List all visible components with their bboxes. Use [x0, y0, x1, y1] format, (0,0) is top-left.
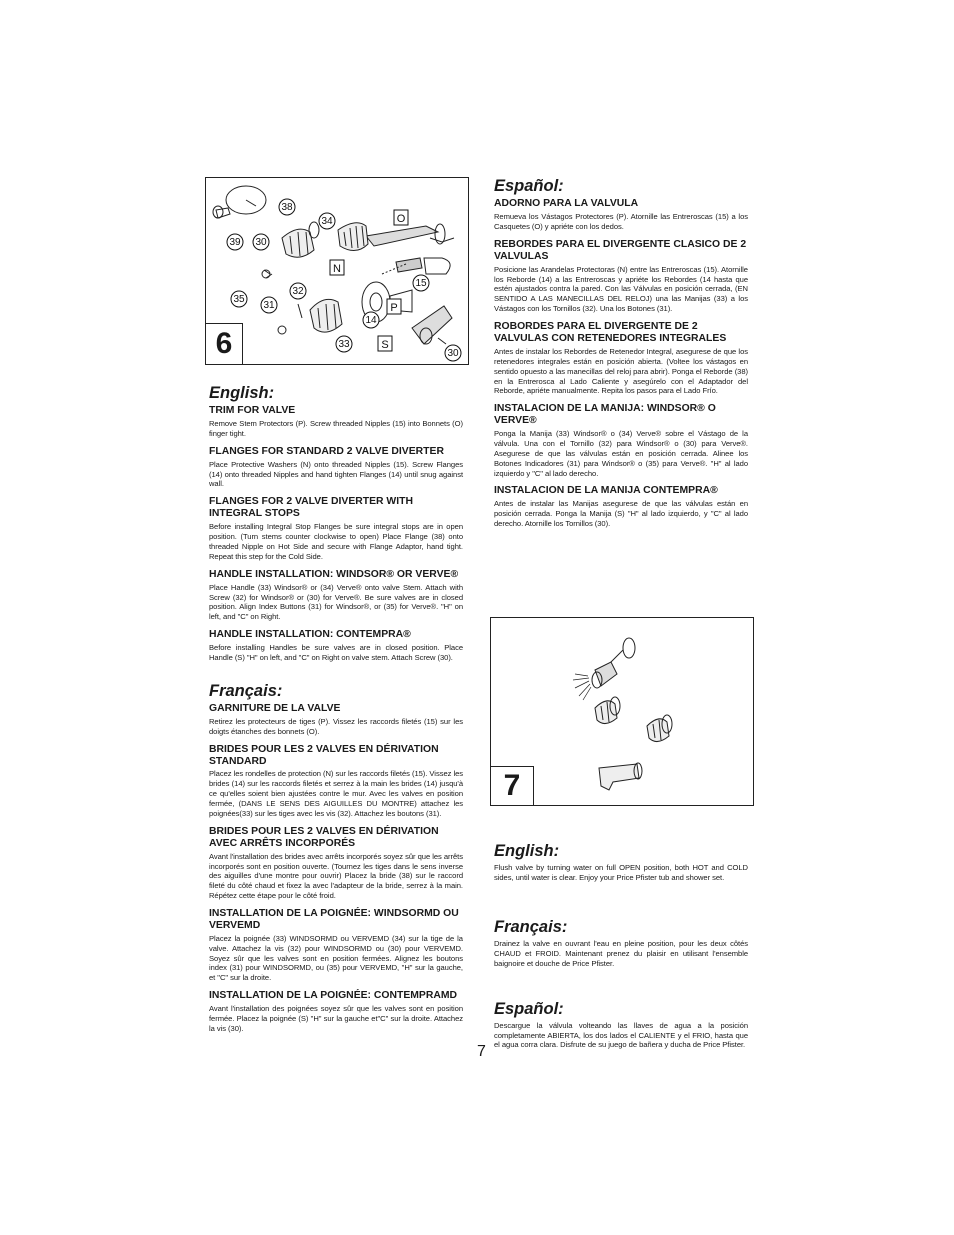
francais-section-1	[209, 703, 463, 737]
callout-30-bottom	[445, 345, 461, 361]
english-section-2	[209, 446, 463, 490]
francais-section-2-title: BRIDES POUR LES 2 VALVES EN DÉRIVATION STANDARD	[209, 743, 439, 767]
callout-15-label: 15	[415, 278, 427, 289]
callout-30-top-label: 30	[255, 237, 267, 248]
callout-39	[227, 234, 243, 250]
callout-n-label: N	[333, 263, 341, 275]
francais-final-text: Drainez la valve en ouvrant l'eau en pleine position, pour les deux côtés CHAUD et FROID. Maintenant prenez du plaisir en utilisant l'ensemble baignoire et douche de Price Pfister.	[494, 939, 748, 968]
callout-p	[387, 299, 401, 314]
english-section-3	[209, 496, 463, 561]
callout-31-label: 31	[263, 300, 275, 311]
callout-14-label: 14	[365, 315, 377, 326]
callout-33	[336, 336, 352, 352]
francais-heading: Français:	[209, 681, 283, 700]
english-section-2-title: FLANGES FOR STANDARD 2 VALVE DIVERTER	[209, 445, 444, 457]
francais-final-section	[494, 939, 748, 969]
francais-section-3	[209, 826, 463, 901]
francais-section-1-title: GARNITURE DE LA VALVE	[209, 702, 341, 714]
shower-spray-shape	[573, 674, 591, 700]
espanol-section-5-title: INSTALACION DE LA MANIJA CONTEMPRA®	[494, 485, 718, 497]
english-section-2-text: Place Protective Washers (N) onto threaded Nipples (15). Screw Flanges (14) onto threaded Nipples and hand tighten Flanges (14) until snug against wall.	[209, 459, 463, 489]
english-final-section	[494, 863, 748, 883]
figure-7-number: 7	[491, 766, 534, 805]
espanol-section-2-title: REBORDES PARA EL DIVERGENTE CLASICO DE 2 VALVULAS	[494, 238, 747, 262]
francais-section-5	[209, 990, 463, 1034]
callout-s-label: S	[381, 339, 389, 351]
espanol-section-1-text: Remueva los Vástagos Protectores (P). Atornille las Entreroscas (15) a los Casquetes (O) y apriéte con los dedos.	[494, 212, 748, 231]
francais-section-2	[209, 744, 463, 819]
francais-final-heading: Français:	[494, 917, 568, 936]
espanol-section-2	[494, 239, 748, 314]
francais-section-5-title: INSTALLATION DE LA POIGNÉE: CONTEMPRAMD	[209, 990, 458, 1002]
english-heading: English:	[209, 384, 275, 402]
callout-34	[319, 213, 335, 229]
espanol-section-4-text: Ponga la Manija (33) Windsor® o (34) Verve® sobre el Vástago de la válvula. Una con el Tornillo (32) para Windsor® o (30) para Verve®. Asegurese de que las válvulas están en posición cerrada. Alinee los Botones Indicadores (31) para Windsor® o (35) para Verve®. "H" al lado izquierdo y "C" al lado derecho.	[494, 429, 748, 478]
francais-section-3-text: Avant l'installation des brides avec arrêts incorporés soyez sûr que les arrêts incorporés sont en position ouverte. (Tournez les tiges dans le sens inverse des aiguilles d'une montre pour ouvrir) Placez la bride (38) sur le raccord fileté du côté chaud et fixez la avec l'adapteur de la bride, serrez à la main. Répétez cette étape pour le côté froid.	[209, 851, 463, 901]
francais-section-4	[209, 908, 463, 983]
nipple-15-shape	[396, 258, 422, 272]
callout-35	[231, 291, 247, 307]
espanol-section-4	[494, 403, 748, 478]
espanol-section-5-text: Antes de instalar las Manijas asegurese de que las válvulas están en posición cerrada. Ponga la Manija (S) "H" al lado izquierdo, y "C" al lado derecho. Atornille los Tornillos (30).	[494, 499, 748, 529]
callout-s	[378, 336, 392, 351]
english-section-3-text: Before installing Integral Stop Flanges be sure integral stops are in open position. (Turn stems counter clockwise to open) Place Flange (38) onto threaded Nipple on Hot Side and secure with Flange Adaptor, hand tight. Repeat this step for the Cold Side.	[209, 522, 463, 561]
handle-right-shape	[647, 719, 669, 742]
francais-section-1-text: Retirez les protecteurs de tiges (P). Vissez les raccords filetés (15) sur les doigts étanches des bonnets (O).	[209, 716, 463, 736]
callout-38	[279, 199, 295, 215]
callout-30-top	[253, 234, 269, 250]
callout-n	[330, 260, 344, 275]
english-section-1-text: Remove Stem Protectors (P). Screw threaded Nipples (15) into Bonnets (O) finger tight.	[209, 419, 463, 438]
callout-39-label: 39	[229, 237, 241, 248]
espanol-section-2-text: Posicione las Arandelas Protectoras (N) entre las Entreroscas (15). Atornille los Reborde (14) a las Entreroscas y apriéte los Rebordes (14 hasta que estén ajustados contra la pared. Con las Válvulas en posición cerrada, (EN SENTIDO A LAS MANECILLAS DEL RELOJ) una las Manijas (33) a los Vástagos con los Tornillos (32). Una los Botones (31).	[494, 264, 748, 314]
english-section-3-title: FLANGES FOR 2 VALVE DIVERTER WITH INTEGRAL STOPS	[209, 496, 413, 520]
shower-head-shape	[595, 662, 617, 686]
english-section-1-title: TRIM FOR VALVE	[209, 405, 296, 417]
espanol-heading: Español:	[494, 177, 564, 195]
francais-section-3-title: BRIDES POUR LES 2 VALVES EN DÉRIVATION AVEC ARRÊTS INCORPORÉS	[209, 825, 439, 849]
right-column-bottom	[494, 842, 748, 1057]
espanol-final-section	[494, 1021, 748, 1051]
figure-6-exploded-diagram	[206, 178, 468, 364]
espanol-section-1-title: ADORNO PARA LA VALVULA	[494, 198, 639, 210]
callout-38-label: 38	[281, 202, 293, 213]
figure-6	[205, 177, 469, 365]
callout-15	[413, 275, 429, 291]
callout-34-label: 34	[321, 216, 333, 227]
espanol-section-3	[494, 321, 748, 396]
bonnet-o-shape	[366, 226, 438, 246]
callout-14	[363, 312, 379, 328]
francais-section-4-text: Placez la poignée (33) WINDSORMD ou VERVEMD (34) sur la tige de la valve. Attachez la vis (32) pour WINDSORMD ou (30) pour VERVEMD. Soyez sûr que les valves sont en position fermées. Alignez les boutons index (31) pour WINDSORMD, ou (35) pour VERVEMD, "H" sur la gauche, et "C" sur la droite.	[209, 933, 463, 983]
espanol-section-3-title: ROBORDES PARA EL DIVERGENTE DE 2 VALVULAS CON RETENEDORES INTEGRALES	[494, 321, 727, 344]
page-number: 7	[477, 1043, 486, 1060]
english-section-4-title: HANDLE INSTALLATION: WINDSOR® OR VERVE®	[209, 568, 459, 580]
english-section-4	[209, 569, 463, 622]
callout-o	[394, 210, 408, 225]
espanol-section-3-text: Antes de instalar los Rebordes de Retenedor Integral, asegurese de que los retenedores integrales están en posición abierta. (Voltee los vástagos en sentido opuesto a las manecillas del reloj para abrir). Ponga el Reborde (38) en la Entrerosca al Lado Caliente y asegúrelo con el Adaptador del Reborde, apriéte manualmente. Repita los pasos para el Lado Frío.	[494, 346, 748, 396]
tub-spout-shape	[599, 764, 639, 790]
callout-p-label: P	[390, 302, 398, 314]
figure-6-number: 6	[206, 323, 243, 364]
francais-section-4-title: INSTALLATION DE LA POIGNÉE: WINDSORMD OU VERVEMD	[209, 907, 459, 931]
callout-32	[290, 283, 306, 299]
english-section-5-text: Before installing Handles be sure valves are in closed position. Place Handle (S) "H" on left, and "C" on Right on valve stem. Attach Screw (30).	[209, 643, 463, 662]
espanol-final-text: Descargue la válvula volteando las llaves de agua a la posición completamente ABIERTA, los dos lados el CALIENTE y el FRIO, hasta que el agua corra clara. Disfrute de su juego de bañera y ducha de Price Pfister.	[494, 1020, 748, 1050]
espanol-section-1	[494, 198, 748, 232]
callout-32-label: 32	[292, 286, 304, 297]
english-final-heading: English:	[494, 842, 560, 860]
callout-35-label: 35	[233, 294, 245, 305]
callout-33-label: 33	[338, 339, 350, 350]
english-section-4-text: Place Handle (33) Windsor® or (34) Verve® onto valve Stem. Attach with Screw (32) for Windsor® or (30) for Verve®. Be sure valves are in closed position. Align Index Buttons (31) for Windsor®, or (35) for Verve®. "H" on left, and "C" on Right.	[209, 582, 463, 622]
left-column	[209, 384, 463, 1041]
english-section-5	[209, 629, 463, 663]
right-column-top	[494, 177, 748, 536]
callout-31	[261, 297, 277, 313]
figure-7	[490, 617, 754, 806]
english-section-1	[209, 405, 463, 439]
handle-left-shape	[595, 701, 617, 724]
espanol-section-5	[494, 485, 748, 529]
francais-section-5-text: Avant l'installation des poignées soyez sûr que les valves sont en position fermée. Placez la poignée (S) "H" sur la gauche et"C" sur la droite. Attachez la vis (30).	[209, 1004, 463, 1033]
francais-section-2-text: Placez les rondelles de protection (N) sur les raccords filetés (15). Vissez les brides (14) sur les raccords filetés et serrez à la main les brides (14) jusqu'à ce qu'elles soient bien ajustées contre le mur. Avec les valves en position fermée, (DANS LE SENS DES AIGUILLES DU MONTRE) attachez les poignées(33) sur les tiges avec les vis (32). Attachez les boutons (31).	[209, 769, 463, 818]
callout-o-label: O	[396, 213, 406, 225]
callout-30-bottom-label: 30	[447, 348, 459, 359]
espanol-section-4-title: INSTALACION DE LA MANIJA: WINDSOR® O VERVE®	[494, 403, 716, 427]
shower-flange-shape	[623, 638, 635, 658]
espanol-final-heading: Español:	[494, 999, 564, 1018]
english-final-text: Flush valve by turning water on full OPEN position, both HOT and COLD sides, until water is clear. Enjoy your Price Pfister tub and shower set.	[494, 863, 748, 882]
english-section-5-title: HANDLE INSTALLATION: CONTEMPRA®	[209, 629, 411, 641]
